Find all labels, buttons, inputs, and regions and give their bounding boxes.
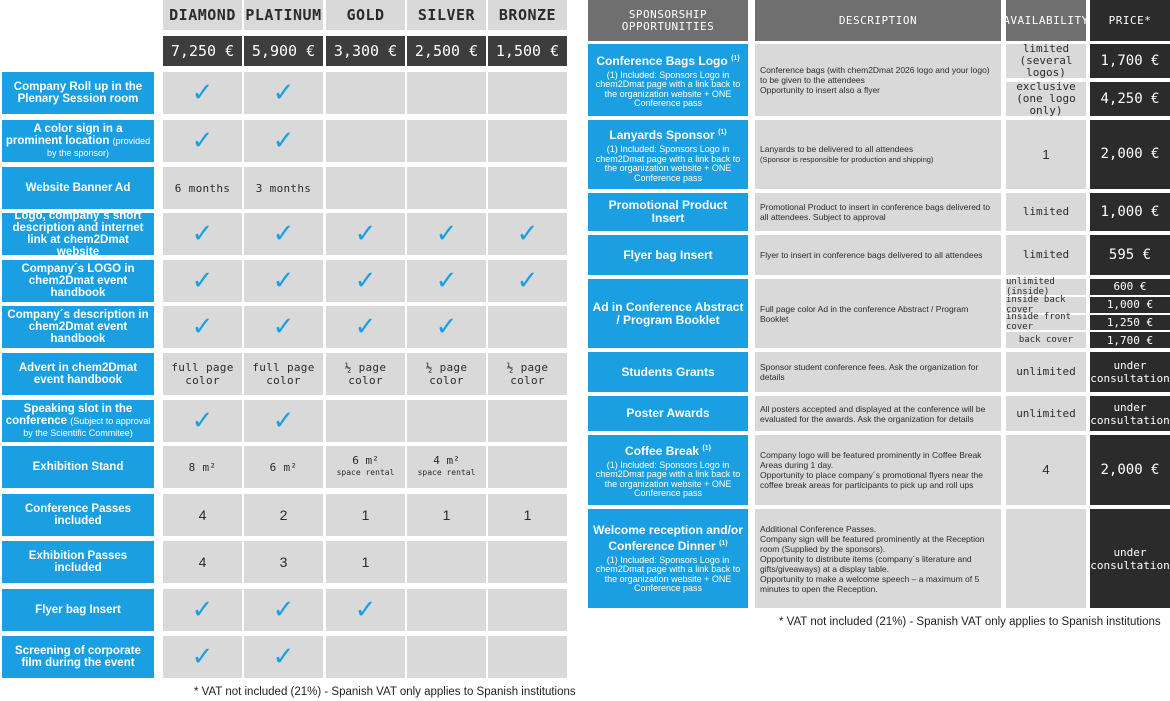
price-value: 2,000 € bbox=[1090, 120, 1170, 189]
opportunity-name bbox=[588, 120, 748, 189]
description-text: Sponsor student conference fees. Ask the organization for details bbox=[760, 362, 979, 382]
opportunity-title bbox=[621, 366, 714, 379]
benefit-cell bbox=[163, 446, 242, 488]
cell-subvalue: space rental bbox=[417, 468, 476, 477]
feature-label bbox=[2, 353, 154, 395]
benefit-cell bbox=[488, 400, 567, 442]
cell-value: full page color bbox=[171, 361, 234, 387]
footnote-marker: (1) bbox=[718, 129, 727, 136]
benefit-cell bbox=[488, 494, 567, 536]
price-value: under consultation bbox=[1090, 509, 1170, 608]
cell-value: 6 months bbox=[174, 181, 231, 195]
opportunity-name bbox=[588, 509, 748, 608]
feature-name: Exhibition Passes included bbox=[28, 550, 128, 574]
cell-value: 1 bbox=[361, 507, 370, 523]
included-note: (1) Included: Sponsors Logo in chem2Dmat page with a link back to the organization website + ONE Conference pass bbox=[595, 69, 741, 108]
price-value: under consultation bbox=[1090, 352, 1170, 392]
opportunity-title-text: Welcome reception and/or Conference Dinner bbox=[593, 522, 743, 553]
benefit-cell bbox=[488, 213, 567, 255]
feature-label bbox=[2, 167, 154, 209]
feature-name: Exhibition Stand bbox=[32, 461, 124, 473]
checkmark-icon: ✓ bbox=[272, 266, 295, 296]
checkmark-icon: ✓ bbox=[354, 595, 377, 625]
benefit-cell bbox=[488, 306, 567, 348]
price-value: 1,000 € bbox=[1090, 297, 1170, 313]
opportunity-title bbox=[591, 199, 745, 225]
availability-value: unlimited bbox=[1006, 352, 1086, 392]
price-value: 1,250 € bbox=[1090, 315, 1170, 331]
checkmark-icon: ✓ bbox=[354, 219, 377, 249]
cell-value: 1 bbox=[361, 554, 370, 570]
price-value: under consultation bbox=[1090, 396, 1170, 431]
tier-price-silver: 2,500 € bbox=[407, 36, 486, 66]
header-price: PRICE* bbox=[1090, 0, 1170, 41]
availability-value: limited bbox=[1006, 235, 1086, 275]
benefit-cell bbox=[163, 494, 242, 536]
opportunity-title bbox=[625, 442, 711, 458]
checkmark-icon: ✓ bbox=[191, 406, 214, 436]
opportunity-description bbox=[755, 396, 1001, 431]
benefit-cell bbox=[244, 72, 323, 114]
benefit-cell bbox=[326, 541, 405, 583]
opportunity-name bbox=[588, 44, 748, 116]
availability-value: inside front cover bbox=[1006, 315, 1086, 331]
benefit-cell bbox=[163, 167, 242, 209]
opportunity-title bbox=[626, 407, 709, 420]
tier-price-gold: 3,300 € bbox=[326, 36, 405, 66]
benefit-cell bbox=[488, 72, 567, 114]
benefit-cell bbox=[488, 589, 567, 631]
benefit-cell bbox=[244, 353, 323, 395]
feature-name: Speaking slot in the conference bbox=[5, 403, 133, 427]
feature-note: (Subject to approval by the Scientific Commitee) bbox=[23, 416, 151, 438]
opportunity-title-text: Ad in Conference Abstract / Program Booklet bbox=[592, 299, 744, 327]
benefit-cell bbox=[407, 541, 486, 583]
cell-value: 1 bbox=[523, 507, 532, 523]
benefit-cell bbox=[163, 213, 242, 255]
price-value: 1,700 € bbox=[1090, 44, 1170, 78]
benefit-cell bbox=[244, 589, 323, 631]
benefit-cell bbox=[488, 636, 567, 678]
feature-label bbox=[2, 400, 154, 442]
checkmark-icon: ✓ bbox=[354, 312, 377, 342]
price-value: 2,000 € bbox=[1090, 435, 1170, 505]
benefit-cell bbox=[326, 494, 405, 536]
opportunity-description bbox=[755, 435, 1001, 505]
availability-value: exclusive (one logo only) bbox=[1006, 82, 1086, 116]
feature-name: Logo, company´s short description and internet link at chem2Dmat website bbox=[12, 210, 144, 258]
tier-price-bronze: 1,500 € bbox=[488, 36, 567, 66]
feature-label bbox=[2, 589, 154, 631]
benefit-cell bbox=[326, 446, 405, 488]
benefit-cell bbox=[407, 446, 486, 488]
cell-value: 3 months bbox=[255, 181, 312, 195]
included-note: (1) Included: Sponsors Logo in chem2Dmat page with a link back to the organization website + ONE Conference pass bbox=[595, 554, 741, 593]
benefit-cell bbox=[407, 72, 486, 114]
benefit-cell bbox=[163, 306, 242, 348]
cell-value: 1 bbox=[442, 507, 451, 523]
price-value: 4,250 € bbox=[1090, 82, 1170, 116]
description-text: All posters accepted and displayed at the conference will be evaluated for the awards. Ask the organization for details bbox=[760, 403, 986, 424]
opportunity-description bbox=[755, 193, 1001, 231]
benefit-cell bbox=[163, 120, 242, 162]
availability-value: limited (several logos) bbox=[1006, 44, 1086, 78]
checkmark-icon: ✓ bbox=[191, 78, 214, 108]
description-wrap bbox=[760, 202, 996, 222]
availability-value: back cover bbox=[1006, 332, 1086, 348]
availability-value: unlimited bbox=[1006, 396, 1086, 431]
checkmark-icon: ✓ bbox=[272, 642, 295, 672]
benefit-cell bbox=[326, 589, 405, 631]
tier-header-platinum: PLATINUM bbox=[244, 0, 323, 30]
cell-value: 4 m² space rental bbox=[417, 454, 476, 477]
opportunity-name bbox=[588, 279, 748, 348]
checkmark-icon: ✓ bbox=[272, 219, 295, 249]
header-description: DESCRIPTION bbox=[755, 0, 1001, 41]
feature-text-wrap bbox=[5, 645, 151, 669]
cell-value: 3 bbox=[279, 554, 288, 570]
availability-value: limited bbox=[1006, 193, 1086, 231]
opportunity-name bbox=[588, 352, 748, 392]
cell-value: 2 bbox=[279, 507, 288, 523]
checkmark-icon: ✓ bbox=[272, 312, 295, 342]
opportunity-title bbox=[596, 52, 739, 68]
opportunity-description bbox=[755, 352, 1001, 392]
benefit-cell bbox=[163, 589, 242, 631]
cell-subvalue: space rental bbox=[336, 468, 395, 477]
feature-label bbox=[2, 120, 154, 162]
feature-text-wrap bbox=[5, 123, 151, 159]
checkmark-icon: ✓ bbox=[191, 312, 214, 342]
feature-label bbox=[2, 446, 154, 488]
cell-value: 6 m² bbox=[269, 460, 298, 474]
feature-text-wrap bbox=[5, 210, 151, 258]
checkmark-icon: ✓ bbox=[435, 266, 458, 296]
availability-value bbox=[1006, 509, 1086, 608]
feature-text-wrap bbox=[5, 503, 151, 527]
benefit-cell bbox=[407, 636, 486, 678]
benefit-cell bbox=[407, 353, 486, 395]
opportunity-title bbox=[609, 126, 726, 142]
checkmark-icon: ✓ bbox=[191, 126, 214, 156]
description-wrap bbox=[760, 65, 996, 95]
feature-label bbox=[2, 541, 154, 583]
checkmark-icon: ✓ bbox=[435, 312, 458, 342]
checkmark-icon: ✓ bbox=[272, 406, 295, 436]
description-note: (Sponsor is responsible for production and shipping) bbox=[760, 155, 934, 164]
cell-value: ½ page color bbox=[425, 361, 468, 387]
checkmark-icon: ✓ bbox=[191, 266, 214, 296]
opportunity-title-text: Coffee Break bbox=[625, 443, 700, 458]
opportunity-name bbox=[588, 396, 748, 431]
checkmark-icon: ✓ bbox=[516, 219, 539, 249]
checkmark-icon: ✓ bbox=[516, 266, 539, 296]
opportunity-title bbox=[623, 249, 712, 262]
benefit-cell bbox=[326, 400, 405, 442]
feature-text-wrap bbox=[5, 550, 151, 574]
description-wrap bbox=[760, 404, 996, 424]
feature-label bbox=[2, 210, 154, 258]
description-text: Lanyards to be delivered to all attendees bbox=[760, 144, 914, 154]
cell-value: 6 m² space rental bbox=[336, 454, 395, 477]
benefit-cell bbox=[488, 167, 567, 209]
feature-name: Company´s description in chem2Dmat event handbook bbox=[7, 309, 149, 345]
opportunity-description bbox=[755, 44, 1001, 116]
vat-note-opportunities: * VAT not included (21%) - Spanish VAT only applies to Spanish institutions bbox=[779, 616, 1161, 628]
benefit-cell bbox=[163, 541, 242, 583]
benefit-cell bbox=[407, 589, 486, 631]
feature-label bbox=[2, 260, 154, 302]
cell-value: 4 bbox=[198, 507, 207, 523]
feature-text-wrap bbox=[26, 182, 131, 194]
benefit-cell bbox=[407, 260, 486, 302]
header-availability: AVAILABILITY bbox=[1006, 0, 1086, 41]
benefit-cell bbox=[407, 120, 486, 162]
included-note: (1) Included: Sponsors Logo in chem2Dmat page with a link back to the organization website + ONE Conference pass bbox=[595, 459, 741, 498]
benefit-cell bbox=[326, 120, 405, 162]
price-value: 600 € bbox=[1090, 279, 1170, 295]
description-text: Company logo will be featured prominently in Coffee Break Areas during 1 day. Opportunity to place company´s promotional flyers near the coffee break areas for participants to pick up and roll ups bbox=[760, 450, 984, 490]
benefit-cell bbox=[488, 353, 567, 395]
checkmark-icon: ✓ bbox=[191, 595, 214, 625]
opportunity-name bbox=[588, 193, 748, 231]
tier-header-gold: GOLD bbox=[326, 0, 405, 30]
availability-value: 4 bbox=[1006, 435, 1086, 505]
tier-price-platinum: 5,900 € bbox=[244, 36, 323, 66]
feature-label bbox=[2, 494, 154, 536]
description-text: Flyer to insert in conference bags delivered to all attendees bbox=[760, 250, 983, 260]
opportunity-title-text: Students Grants bbox=[621, 364, 715, 379]
feature-name: Company´s LOGO in chem2Dmat event handbook bbox=[21, 263, 135, 299]
benefit-cell bbox=[244, 446, 323, 488]
benefit-cell bbox=[326, 353, 405, 395]
tier-header-bronze: BRONZE bbox=[488, 0, 567, 30]
feature-name: Advert in chem2Dmat event handbook bbox=[18, 362, 138, 386]
benefit-cell bbox=[244, 213, 323, 255]
opportunity-title-text: Conference Bags Logo bbox=[596, 53, 728, 68]
opportunity-description bbox=[755, 235, 1001, 275]
checkmark-icon: ✓ bbox=[191, 219, 214, 249]
benefit-cell bbox=[244, 636, 323, 678]
opportunity-description bbox=[755, 120, 1001, 189]
feature-text-wrap bbox=[5, 309, 151, 345]
benefit-cell bbox=[488, 260, 567, 302]
description-wrap bbox=[760, 450, 996, 490]
feature-label bbox=[2, 72, 154, 114]
benefit-cell bbox=[244, 494, 323, 536]
benefit-cell bbox=[244, 400, 323, 442]
benefit-cell bbox=[244, 120, 323, 162]
checkmark-icon: ✓ bbox=[272, 126, 295, 156]
benefit-cell bbox=[407, 167, 486, 209]
checkmark-icon: ✓ bbox=[191, 642, 214, 672]
feature-label bbox=[2, 636, 154, 678]
feature-note: (provided by the sponsor) bbox=[46, 136, 151, 158]
header-sponsorship-opportunities: SPONSORSHIP OPPORTUNITIES bbox=[588, 0, 748, 41]
opportunity-title bbox=[591, 524, 745, 553]
description-wrap bbox=[760, 144, 933, 165]
benefit-cell bbox=[407, 213, 486, 255]
feature-name: Website Banner Ad bbox=[25, 182, 131, 194]
feature-name: A color sign in a prominent location bbox=[5, 123, 123, 147]
benefit-cell bbox=[326, 72, 405, 114]
benefit-cell bbox=[244, 260, 323, 302]
footnote-marker: (1) bbox=[702, 444, 711, 452]
checkmark-icon: ✓ bbox=[272, 78, 295, 108]
checkmark-icon: ✓ bbox=[354, 266, 377, 296]
feature-name: Flyer bag Insert bbox=[35, 604, 121, 616]
vat-note-packages: * VAT not included (21%) - Spanish VAT only applies to Spanish institutions bbox=[194, 686, 576, 698]
availability-value: inside back cover bbox=[1006, 297, 1086, 313]
benefit-cell bbox=[163, 353, 242, 395]
feature-text-wrap bbox=[5, 263, 151, 299]
tier-price-diamond: 7,250 € bbox=[163, 36, 242, 66]
opportunity-name bbox=[588, 435, 748, 505]
benefit-cell bbox=[407, 306, 486, 348]
opportunity-name bbox=[588, 235, 748, 275]
opportunity-title-text: Lanyards Sponsor bbox=[609, 128, 715, 142]
cell-value: ½ page color bbox=[506, 361, 549, 387]
feature-text-wrap bbox=[33, 461, 124, 473]
benefit-cell bbox=[488, 120, 567, 162]
benefit-cell bbox=[488, 446, 567, 488]
cell-value: ½ page color bbox=[344, 361, 387, 387]
feature-text-wrap bbox=[5, 403, 151, 439]
description-wrap bbox=[760, 304, 996, 324]
footnote-marker: (1) bbox=[719, 539, 728, 547]
opportunity-description bbox=[755, 279, 1001, 348]
opportunity-description bbox=[755, 509, 1001, 608]
benefit-cell bbox=[326, 260, 405, 302]
checkmark-icon: ✓ bbox=[272, 595, 295, 625]
benefit-cell bbox=[244, 167, 323, 209]
availability-value: 1 bbox=[1006, 120, 1086, 189]
benefit-cell bbox=[407, 494, 486, 536]
checkmark-icon: ✓ bbox=[435, 219, 458, 249]
tier-header-silver: SILVER bbox=[407, 0, 486, 30]
benefit-cell bbox=[407, 400, 486, 442]
benefit-cell bbox=[488, 541, 567, 583]
opportunity-title-text: Flyer bag Insert bbox=[623, 247, 713, 262]
feature-name: Conference Passes included bbox=[24, 503, 132, 527]
cell-value: full page color bbox=[252, 361, 315, 387]
feature-text-wrap bbox=[35, 604, 121, 616]
description-text: Conference bags (with chem2Dmat 2026 logo and your logo) to be given to the attendees Opportunity to insert also a flyer bbox=[760, 65, 990, 95]
feature-label bbox=[2, 306, 154, 348]
description-text: Additional Conference Passes. Company sign will be featured prominently at the Reception room (Supplied by the sponsors). Opportunity to distribute items (company´s literature and gifts/giveaways) at a display table. Opportunity to make a welcome speech – a maximum of 5 minutes to open the Reception. bbox=[760, 523, 985, 594]
benefit-cell bbox=[326, 306, 405, 348]
availability-value: unlimited (inside) bbox=[1006, 279, 1086, 295]
benefit-cell bbox=[163, 260, 242, 302]
included-note: (1) Included: Sponsors Logo in chem2Dmat page with a link back to the organization website + ONE Conference pass bbox=[595, 144, 741, 183]
cell-value: 4 bbox=[198, 554, 207, 570]
price-value: 1,700 € bbox=[1090, 332, 1170, 348]
tier-header-diamond: DIAMOND bbox=[163, 0, 242, 30]
opportunity-title-text: Promotional Product Insert bbox=[608, 198, 728, 225]
cell-value: 8 m² bbox=[188, 460, 217, 474]
feature-name: Screening of corporate film during the event bbox=[15, 645, 141, 669]
description-wrap bbox=[760, 362, 996, 382]
benefit-cell bbox=[326, 167, 405, 209]
benefit-cell bbox=[163, 72, 242, 114]
price-value: 1,000 € bbox=[1090, 193, 1170, 231]
benefit-cell bbox=[326, 636, 405, 678]
benefit-cell bbox=[163, 636, 242, 678]
feature-text-wrap bbox=[5, 362, 151, 386]
feature-name: Company Roll up in the Plenary Session room bbox=[13, 81, 143, 105]
feature-text-wrap bbox=[5, 81, 151, 105]
benefit-cell bbox=[244, 306, 323, 348]
description-wrap bbox=[760, 250, 983, 260]
opportunity-title-text: Poster Awards bbox=[626, 406, 710, 420]
benefit-cell bbox=[326, 213, 405, 255]
benefit-cell bbox=[163, 400, 242, 442]
opportunity-title bbox=[591, 301, 745, 327]
footnote-marker: (1) bbox=[731, 54, 740, 62]
description-text: Promotional Product to insert in conference bags delivered to all attendees. Subject to approval bbox=[760, 202, 991, 222]
description-text: Full page color Ad in the conference Abstract / Program Booklet bbox=[760, 303, 969, 324]
benefit-cell bbox=[244, 541, 323, 583]
price-value: 595 € bbox=[1090, 235, 1170, 275]
description-wrap bbox=[760, 524, 996, 594]
